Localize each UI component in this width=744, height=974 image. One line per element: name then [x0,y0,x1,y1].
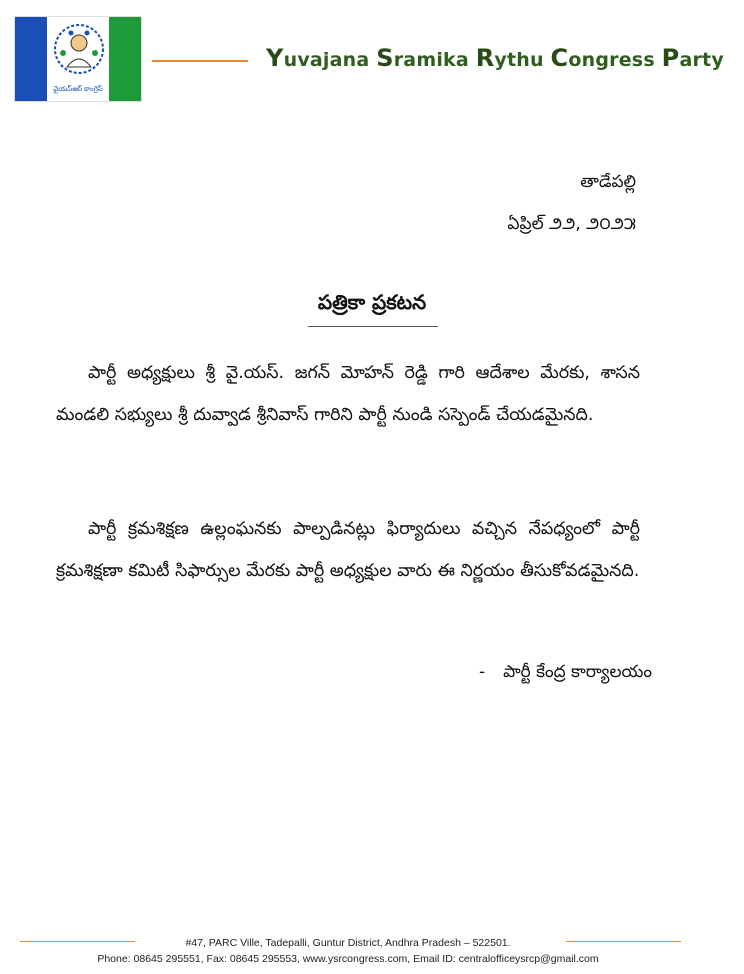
leader-portrait-icon [51,23,107,77]
place-line: తాడేపల్లి [580,172,636,192]
party-name-rest: ramika [393,49,476,71]
flag-white-band [47,17,109,101]
party-logo [14,16,142,102]
header-divider [152,60,248,62]
footer-address: #47, PARC Ville, Tadepalli, Guntur District, Andhra Pradesh – 522501. [185,937,511,949]
body-paragraph-1: పార్టీ అధ్యక్షులు శ్రీ వై.యస్. జగన్ మోహన్ రెడ్డి గారి ఆదేశాల మేరకు, శాసన మండలి సభ్యులు శ్రీ దువ్వాడ శ్రీనివాస్ గారిని పార్టీ నుండి సస్పెండ్ చేయడమైనది. [56,363,640,425]
party-name-cap: Y [266,44,284,72]
flag-green-band [109,17,141,101]
party-name-cap: C [550,44,569,72]
signoff-dash: - [478,662,486,682]
flag-blue-band [15,17,47,101]
date-line: ఏప్రిల్ ౨౨, ౨౦౨౫ [507,214,636,234]
party-name-rest: arty [679,49,724,71]
signoff-text: పార్టీ కేంద్ర కార్యాలయం [503,662,652,682]
footer [0,935,696,967]
party-name-rest: ythu [494,49,551,71]
party-name-cap: P [661,44,680,72]
party-name-cap: S [376,44,394,72]
signoff [479,662,652,686]
party-name-cap: R [475,44,495,72]
body-paragraph-2: పార్టీ క్రమశిక్షణ ఉల్లంఘనకు పాల్పడినట్లు ఫిర్యాదులు వచ్చిన నేపధ్యంలో పార్టీ క్రమశిక్షణా కమిటీ సిఫార్సుల మేరకు పార్టీ అధ్యక్షుల వారు ఈ నిర్ణయం తీసుకోవడమైనది. [56,519,640,581]
press-release-title: పత్రికా ప్రకటన [317,290,427,314]
party-name-rest: uvajana [283,49,377,71]
logo-caption: వైయస్ఆర్ కాంగ్రెస్ [53,85,103,93]
footer-contact: Phone: 08645 295551, Fax: 08645 295553, www.ysrcongress.com, Email ID: centralofficeysrcp@gmail.com [97,953,599,965]
party-name-rest: ongress [568,49,662,71]
title-underline [308,326,438,327]
party-name [266,44,724,72]
